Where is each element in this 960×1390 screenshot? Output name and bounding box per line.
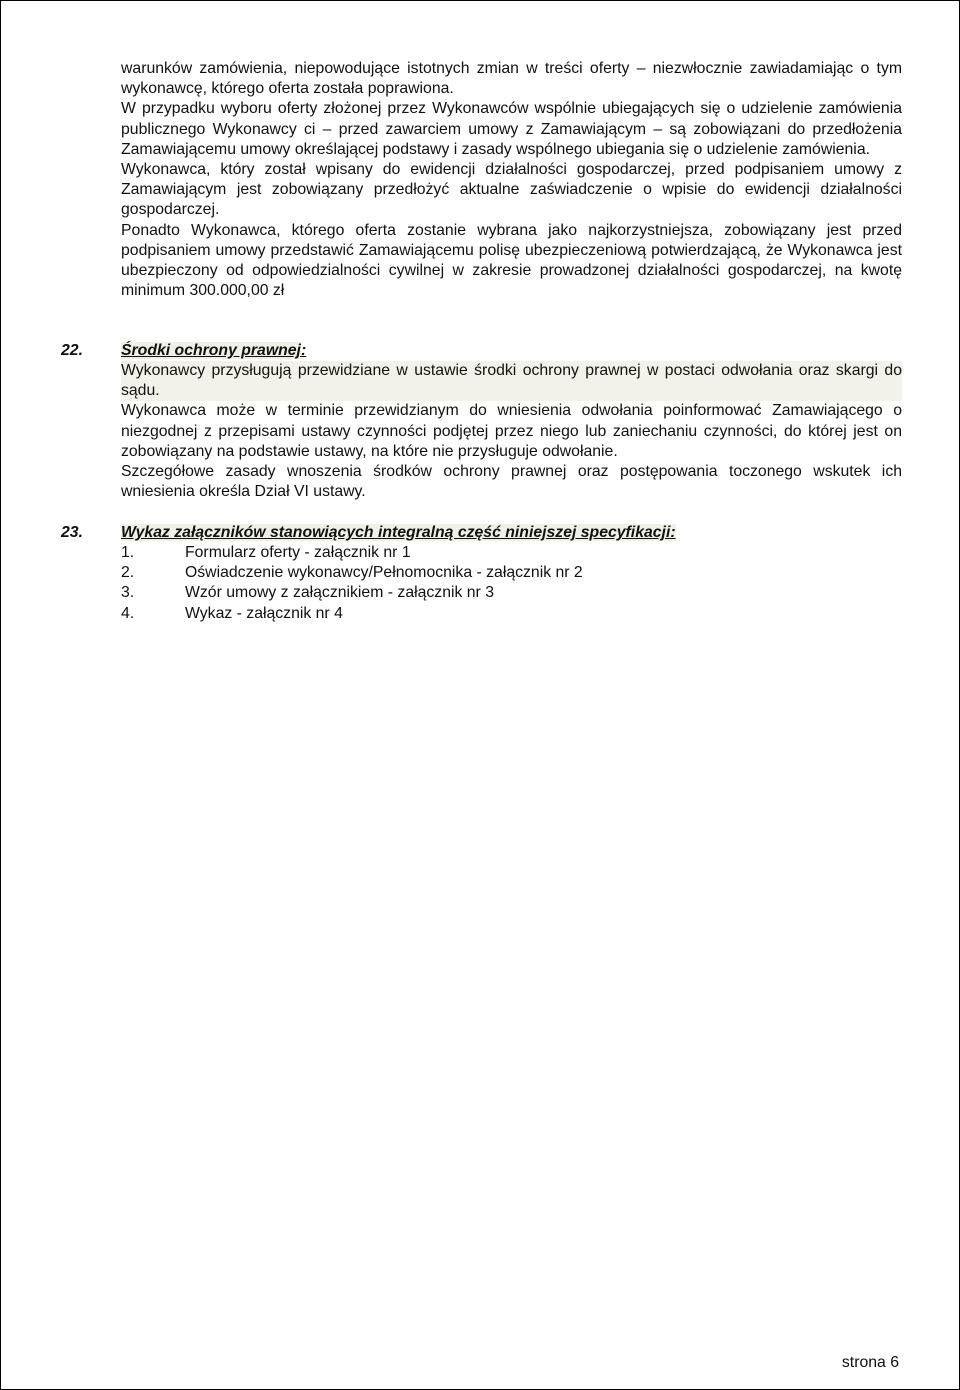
intro-paragraph-1: warunków zamówienia, niepowodujące istotnych zmian w treści oferty – niezwłocznie zawiadamiając o tym wykonawcę, którego oferta została poprawiona. (121, 60, 902, 98)
intro-paragraph-3: Wykonawca, który został wpisany do ewidencji działalności gospodarczej, przed podpisaniem umowy z Zamawiającym jest zobowiązany przedłożyć aktualne zaświadczenie o wpisie do ewidencji działalności gospodarczej. (121, 161, 902, 219)
list-item-text: Formularz oferty - załącznik nr 1 (185, 544, 411, 561)
intro-paragraph-2: W przypadku wyboru oferty złożonej przez Wykonawców wspólnie ubiegających się o udzielenie zamówienia publicznego Wykonawcy ci – przed zawarciem umowy z Zamawiającym – są zobowiązani do przedłożenia Zamawiającemu umowy określającej podstawy i zasady wspólnego ubiegania się o udzielenie zamówienia. (121, 100, 902, 158)
list-item-number: 4. (121, 604, 135, 622)
section-23-title-text: Wykaz załączników stanowiących integralną część niniejszej specyfikacji: (121, 524, 676, 541)
section-23-number: 23. (61, 524, 83, 541)
section-22-body (121, 361, 902, 502)
list-item-text: Wzór umowy z załącznikiem - załącznik nr 3 (185, 584, 494, 602)
list-item-number: 2. (121, 564, 135, 582)
section-22-title-colon: : (300, 342, 307, 359)
intro-paragraph-4: Ponadto Wykonawca, którego oferta zostanie wybrana jako najkorzystniejsza, zobowiązany jest przed podpisaniem umowy przedstawić Zamawiającemu polisę ubezpieczeniową potwierdzającą, że Wykonawca jest ubezpieczony od odpowiedzialności cywilnej w zakresie prowadzonej działalności gospodarczej, na kwotę minimum 300.000,00 zł (121, 221, 902, 300)
list-item-text: Wykaz - załącznik nr 4 (185, 604, 343, 622)
intro-text (121, 59, 902, 301)
list-item (121, 604, 583, 624)
list-item (121, 563, 583, 583)
section-22-paragraph-2: Wykonawca może w terminie przewidzianym do wniesienia odwołania poinformować Zamawiającego o niezgodnej z przepisami ustawy czynności podjętej przez niego lub zaniechaniu czynności, do której jest on zobowiązany na podstawie ustawy, na które nie przysługuje odwołanie. (121, 402, 902, 460)
list-item-number: 3. (121, 584, 135, 602)
section-22-title (121, 341, 306, 361)
list-item (121, 583, 583, 603)
section-22-paragraph-3: Szczegółowe zasady wnoszenia środków ochrony prawnej oraz postępowania toczonego wskutek ich wniesienia określa Dział VI ustawy. (121, 463, 902, 501)
section-22-paragraph-1: Wykonawcy przysługują przewidziane w ustawie środki ochrony prawnej w postaci odwołania oraz skargi do sądu. (121, 361, 902, 401)
section-22-title-text: Środki ochrony prawnej (121, 342, 301, 359)
list-item-number: 1. (121, 544, 135, 561)
section-22-number: 22. (61, 342, 83, 359)
list-item (121, 543, 583, 563)
list-item-text: Oświadczenie wykonawcy/Pełnomocnika - załącznik nr 2 (185, 564, 583, 582)
section-23-title (121, 523, 676, 543)
attachments-list (121, 543, 583, 624)
page-number: strona 6 (841, 1354, 899, 1371)
